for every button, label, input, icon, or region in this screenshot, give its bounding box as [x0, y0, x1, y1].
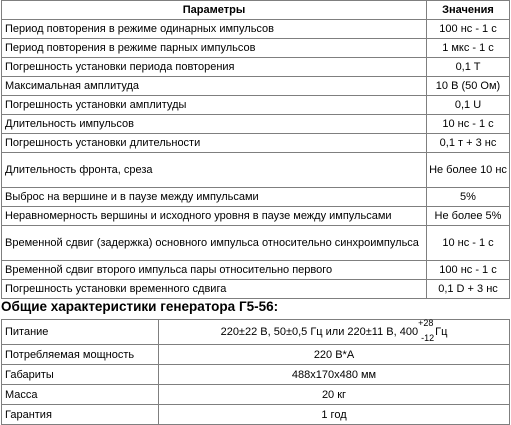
param-name: Выброс на вершине и в паузе между импульсами	[2, 188, 427, 207]
char-name: Гарантия	[2, 405, 159, 425]
char-name: Потребляемая мощность	[2, 345, 159, 365]
header-parameters: Параметры	[2, 1, 427, 20]
param-value: 10 нс - 1 с	[427, 226, 510, 261]
table-row	[2, 153, 510, 188]
table-row	[2, 280, 510, 299]
char-value: 220 В*А	[159, 345, 510, 365]
param-value: Не более 5%	[427, 207, 510, 226]
param-value: 0,1 U	[427, 96, 510, 115]
param-value: 0,1 т + 3 нс	[427, 134, 510, 153]
table-row	[2, 320, 510, 345]
param-name: Погрешность установки периода повторения	[2, 58, 427, 77]
char-name: Масса	[2, 385, 159, 405]
table-row	[2, 20, 510, 39]
param-value: 1 мкс - 1 с	[427, 39, 510, 58]
general-characteristics-table	[1, 319, 510, 425]
power-tolerance-plus: +28	[418, 318, 434, 329]
param-value: 100 нс - 1 с	[427, 261, 510, 280]
param-name: Период повторения в режиме парных импульсов	[2, 39, 427, 58]
param-value: 10 В (50 Ом)	[427, 77, 510, 96]
param-name: Погрешность установки временного сдвига	[2, 280, 427, 299]
param-value: Не более 10 нс	[427, 153, 510, 188]
table-row	[2, 226, 510, 261]
param-name: Погрешность установки длительности	[2, 134, 427, 153]
general-section-title: Общие характеристики генератора Г5-56:	[1, 299, 279, 314]
param-name: Неравномерность вершины и исходного уровня в паузе между импульсами	[2, 207, 427, 226]
param-value: 0,1 T	[427, 58, 510, 77]
table-row	[2, 39, 510, 58]
char-name: Питание	[2, 320, 159, 345]
header-values: Значения	[427, 1, 510, 20]
table-row	[2, 77, 510, 96]
table-row	[2, 385, 510, 405]
power-value	[159, 320, 510, 345]
table-row	[2, 96, 510, 115]
parameters-header-row	[2, 1, 510, 20]
power-tolerance-minus: -12	[421, 333, 435, 344]
param-value: 100 нс - 1 с	[427, 20, 510, 39]
param-name: Период повторения в режиме одинарных импульсов	[2, 20, 427, 39]
table-row	[2, 345, 510, 365]
table-row	[2, 134, 510, 153]
param-value: 10 нс - 1 с	[427, 115, 510, 134]
param-name: Временной сдвиг (задержка) основного импульса относительно синхроимпульса	[2, 226, 427, 261]
char-name: Габариты	[2, 365, 159, 385]
param-name: Погрешность установки амплитуды	[2, 96, 427, 115]
parameters-table	[1, 0, 510, 299]
power-frequency-tolerance	[418, 318, 435, 344]
table-row	[2, 207, 510, 226]
table-row	[2, 58, 510, 77]
param-name: Длительность импульсов	[2, 115, 427, 134]
param-name: Максимальная амплитуда	[2, 77, 427, 96]
table-row	[2, 405, 510, 425]
power-value-main: 220±22 В, 50±0,5 Гц или 220±11 В, 400	[220, 325, 419, 338]
char-value: 488x170x480 мм	[159, 365, 510, 385]
param-name: Длительность фронта, среза	[2, 153, 427, 188]
table-row	[2, 188, 510, 207]
char-value: 20 кг	[159, 385, 510, 405]
power-value-unit: Гц	[435, 325, 448, 338]
table-row	[2, 261, 510, 280]
param-name: Временной сдвиг второго импульса пары относительно первого	[2, 261, 427, 280]
param-value: 5%	[427, 188, 510, 207]
table-row	[2, 115, 510, 134]
char-value: 1 год	[159, 405, 510, 425]
table-row	[2, 365, 510, 385]
param-value: 0,1 D + 3 нс	[427, 280, 510, 299]
